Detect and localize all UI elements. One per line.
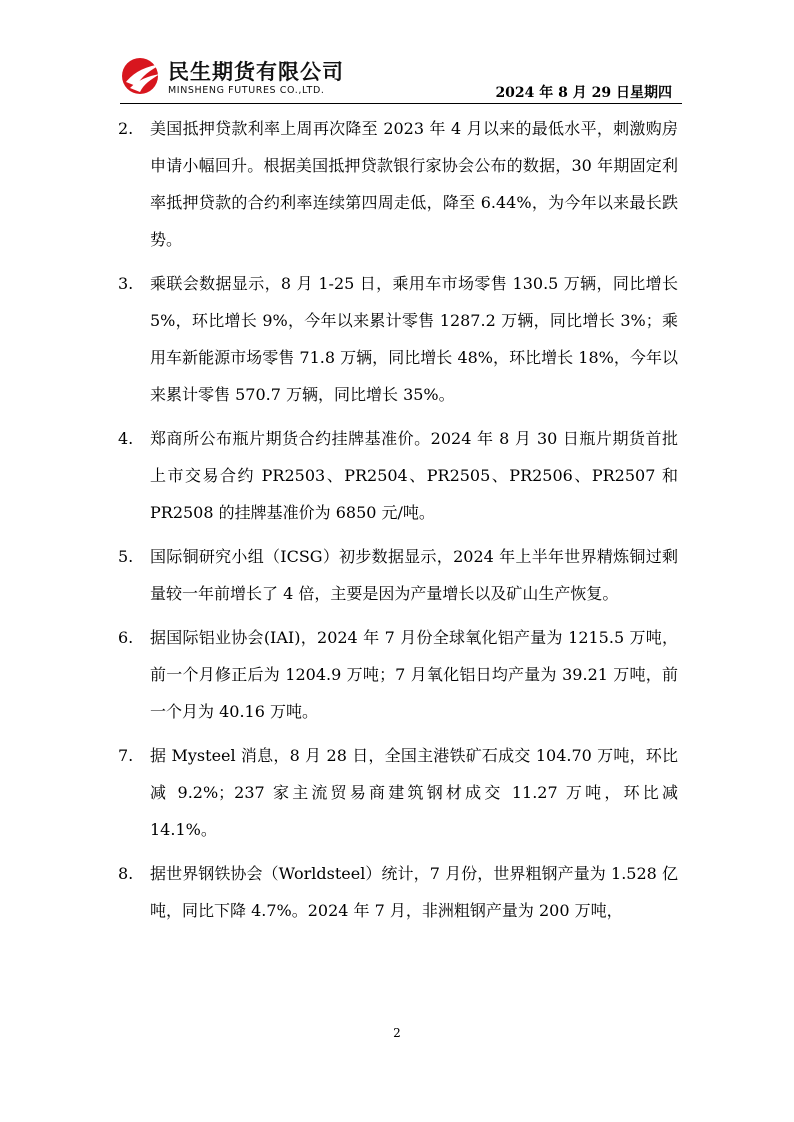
item-text: 国际铜研究小组（ICSG）初步数据显示，2024 年上半年世界精炼铜过剩量较一年前增长了 4 倍，主要是因为产量增长以及矿山生产恢复。 <box>150 547 678 603</box>
page-header <box>120 52 682 104</box>
minsheng-logo-icon <box>120 56 164 96</box>
news-item <box>118 420 678 531</box>
company-name-en: MINSHENG FUTURES CO.,LTD. <box>168 85 325 96</box>
item-text: 乘联会数据显示，8 月 1-25 日，乘用车市场零售 130.5 万辆，同比增长 5%，环比增长 9%，今年以来累计零售 1287.2 万辆，同比增长 3%；乘用车新能源市场零售 71.8 万辆，同比增长 48%，环比增长 18%，今年以来累计零售 570.7 万辆，同比增长 35%。 <box>150 274 678 404</box>
item-text: 美国抵押贷款利率上周再次降至 2023 年 4 月以来的最低水平，刺激购房申请小幅回升。根据美国抵押贷款银行家协会公布的数据，30 年期固定利率抵押贷款的合约利率连续第四周走低，降至 6.44%，为今年以来最长跌势。 <box>150 119 678 249</box>
news-item <box>118 110 678 258</box>
item-text: 据世界钢铁协会（Worldsteel）统计，7 月份，世界粗钢产量为 1.528 亿吨，同比下降 4.7%。2024 年 7 月，非洲粗钢产量为 200 万吨， <box>150 864 678 920</box>
item-number: 4. <box>118 429 134 448</box>
news-item <box>118 538 678 612</box>
page-number: 2 <box>393 1026 401 1040</box>
item-number: 8. <box>118 864 134 883</box>
item-text: 据 Mysteel 消息，8 月 28 日，全国主港铁矿石成交 104.70 万吨，环比减 9.2%；237 家主流贸易商建筑钢材成交 11.27 万吨，环比减 14.1%。 <box>150 746 678 839</box>
header-rule <box>120 103 682 104</box>
news-item <box>118 855 678 929</box>
report-date: 2024 年 8 月 29 日星期四 <box>495 85 672 101</box>
item-number: 6. <box>118 628 134 647</box>
news-item <box>118 265 678 413</box>
item-text: 据国际铝业协会(IAI)，2024 年 7 月份全球氧化铝产量为 1215.5 万吨，前一个月修正后为 1204.9 万吨；7 月氧化铝日均产量为 39.21 万吨，前一个月为 40.16 万吨。 <box>150 628 678 721</box>
news-item <box>118 737 678 848</box>
item-number: 5. <box>118 547 134 566</box>
news-list <box>118 110 678 936</box>
item-text: 郑商所公布瓶片期货合约挂牌基准价。2024 年 8 月 30 日瓶片期货首批上市交易合约 PR2503、PR2504、PR2505、PR2506、PR2507 和 PR2508 的挂牌基准价为 6850 元/吨。 <box>150 429 678 522</box>
item-number: 3. <box>118 274 134 293</box>
news-item <box>118 619 678 730</box>
item-number: 7. <box>118 746 134 765</box>
company-logo <box>120 56 380 100</box>
item-number: 2. <box>118 119 134 138</box>
company-name-cn: 民生期货有限公司 <box>168 60 344 84</box>
